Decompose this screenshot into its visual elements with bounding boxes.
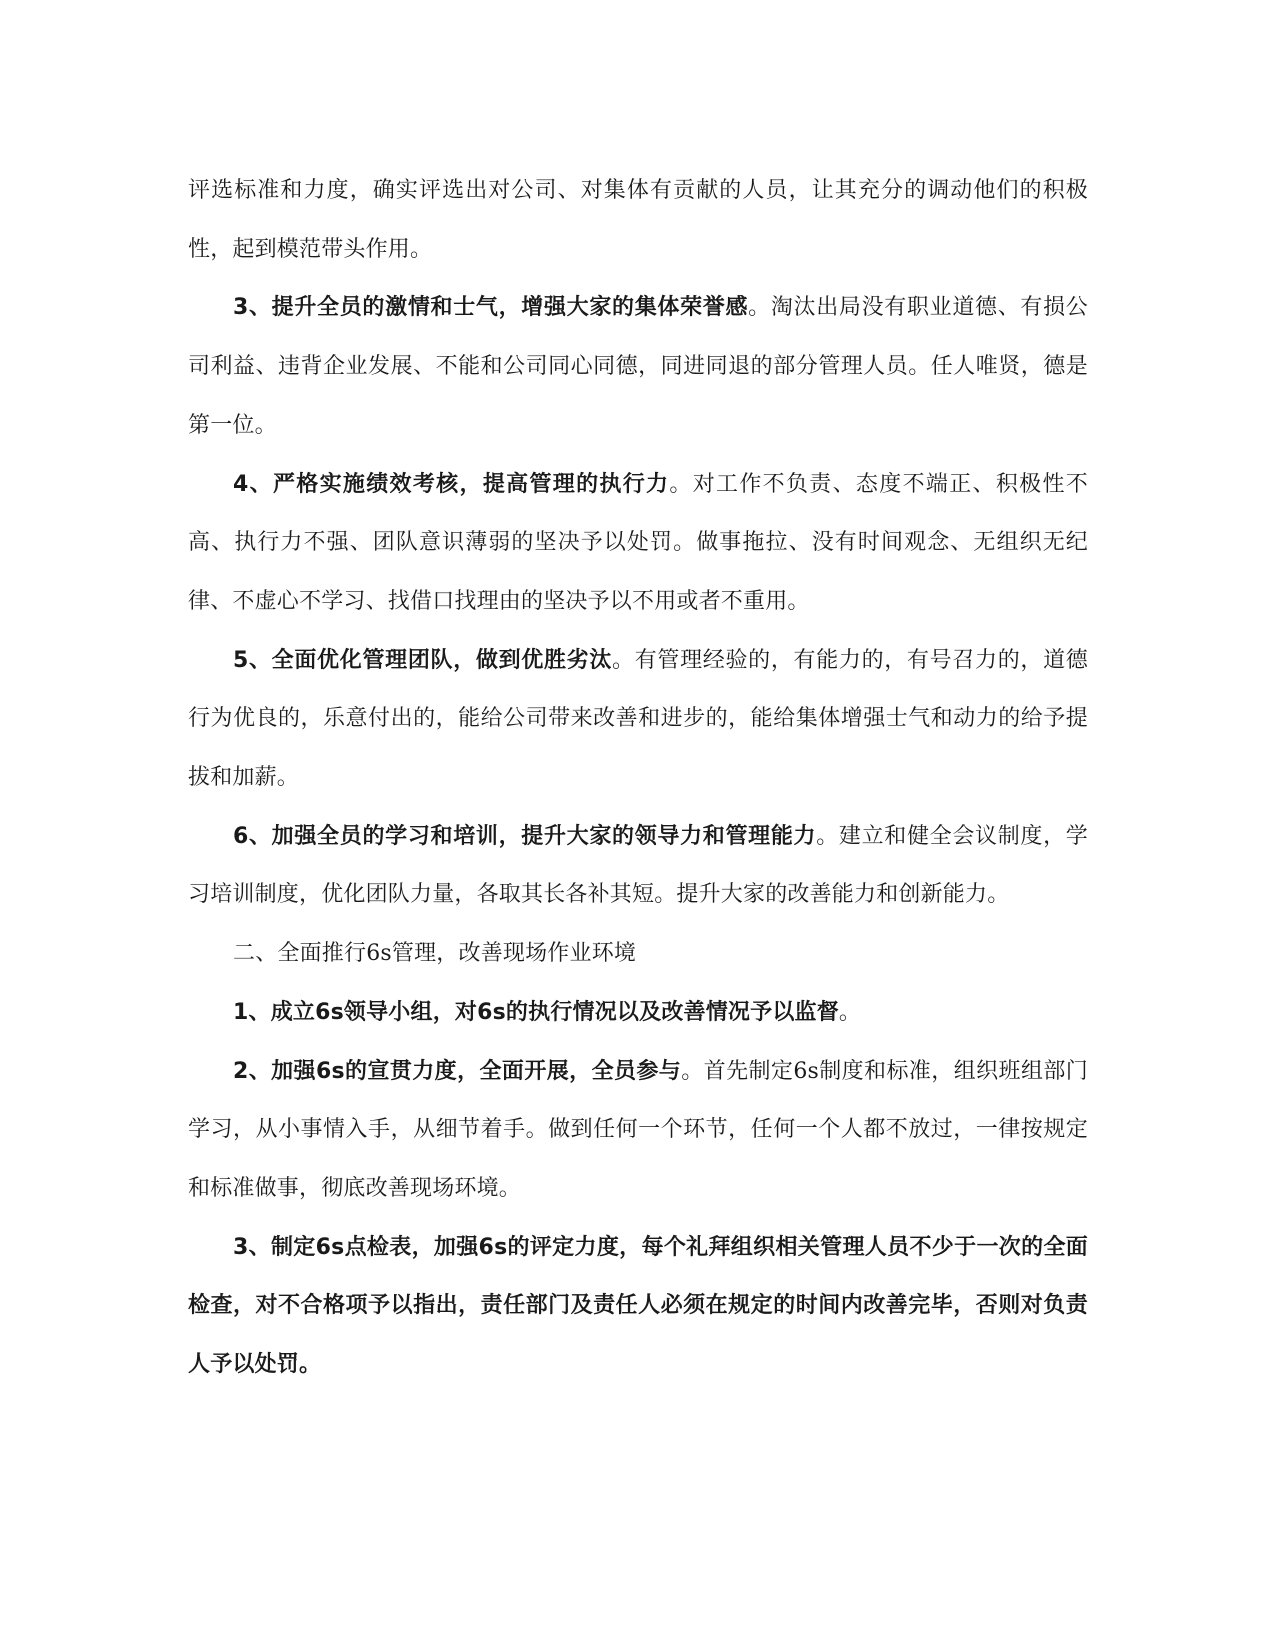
paragraph-text: 。首先制定6s制度和标准，组织班组部门学习，从小事情入手，从细节着手。做到任何一个环节，任何一个人都不放过，一律按规定和标准做事，彻底改善现场环境。 — [188, 1058, 1088, 1201]
paragraph-item-4 — [188, 456, 1088, 632]
paragraph-text: 。 — [838, 999, 862, 1025]
paragraph-heading: 2、加强6s的宣贯力度，全面开展，全员参与 — [233, 1058, 682, 1084]
paragraph-text: 。淘汰出局没有职业道德、有损公司利益、违背企业发展、不能和公司同心同德，同进同退的部分管理人员。任人唯贤，德是第一位。 — [188, 295, 1088, 438]
paragraph-heading: 4、严格实施绩效考核，提高管理的执行力 — [233, 471, 670, 497]
paragraph-text: 。有管理经验的，有能力的，有号召力的，道德行为优良的，乐意付出的，能给公司带来改善和进步的，能给集体增强士气和动力的给予提拔和加薪。 — [188, 647, 1088, 791]
paragraph-heading: 5、全面优化管理团队，做到优胜劣汰 — [233, 647, 613, 673]
paragraph-item-5 — [188, 632, 1088, 808]
document-body — [188, 162, 1088, 1395]
paragraph-6s-item-1 — [188, 984, 1088, 1043]
paragraph-heading: 3、提升全员的激情和士气，增强大家的集体荣誉感 — [233, 295, 749, 321]
paragraph-continuation: 评选标准和力度，确实评选出对公司、对集体有贡献的人员，让其充分的调动他们的积极性，起到模范带头作用。 — [188, 178, 1088, 262]
paragraph-heading: 3、制定6s点检表，加强6s的评定力度，每个礼拜组织相关管理人员不少于一次的全面检查，对不合格项予以指出，责任部门及责任人必须在规定的时间内改善完毕，否则对负责人予以处罚。 — [188, 1234, 1088, 1378]
paragraph-heading: 1、成立6s领导小组，对6s的执行情况以及改善情况予以监督 — [233, 999, 839, 1025]
paragraph-text: 。对工作不负责、态度不端正、积极性不高、执行力不强、团队意识薄弱的坚决予以处罚。做事拖拉、没有时间观念、无组织无纪律、不虚心不学习、找借口找理由的坚决予以不用或者不重用。 — [188, 471, 1088, 614]
paragraph-6s-item-2 — [188, 1043, 1088, 1219]
paragraph-item-6 — [188, 808, 1088, 925]
section-heading: 二、全面推行6s管理，改善现场作业环境 — [233, 941, 637, 967]
paragraph-6s-item-3 — [188, 1219, 1088, 1395]
paragraph-text: 。建立和健全会议制度，学习培训制度，优化团队力量，各取其长各补其短。提升大家的改善能力和创新能力。 — [188, 823, 1088, 908]
paragraph-heading: 6、加强全员的学习和培训，提升大家的领导力和管理能力 — [233, 823, 817, 849]
paragraph-item-3 — [188, 279, 1088, 455]
